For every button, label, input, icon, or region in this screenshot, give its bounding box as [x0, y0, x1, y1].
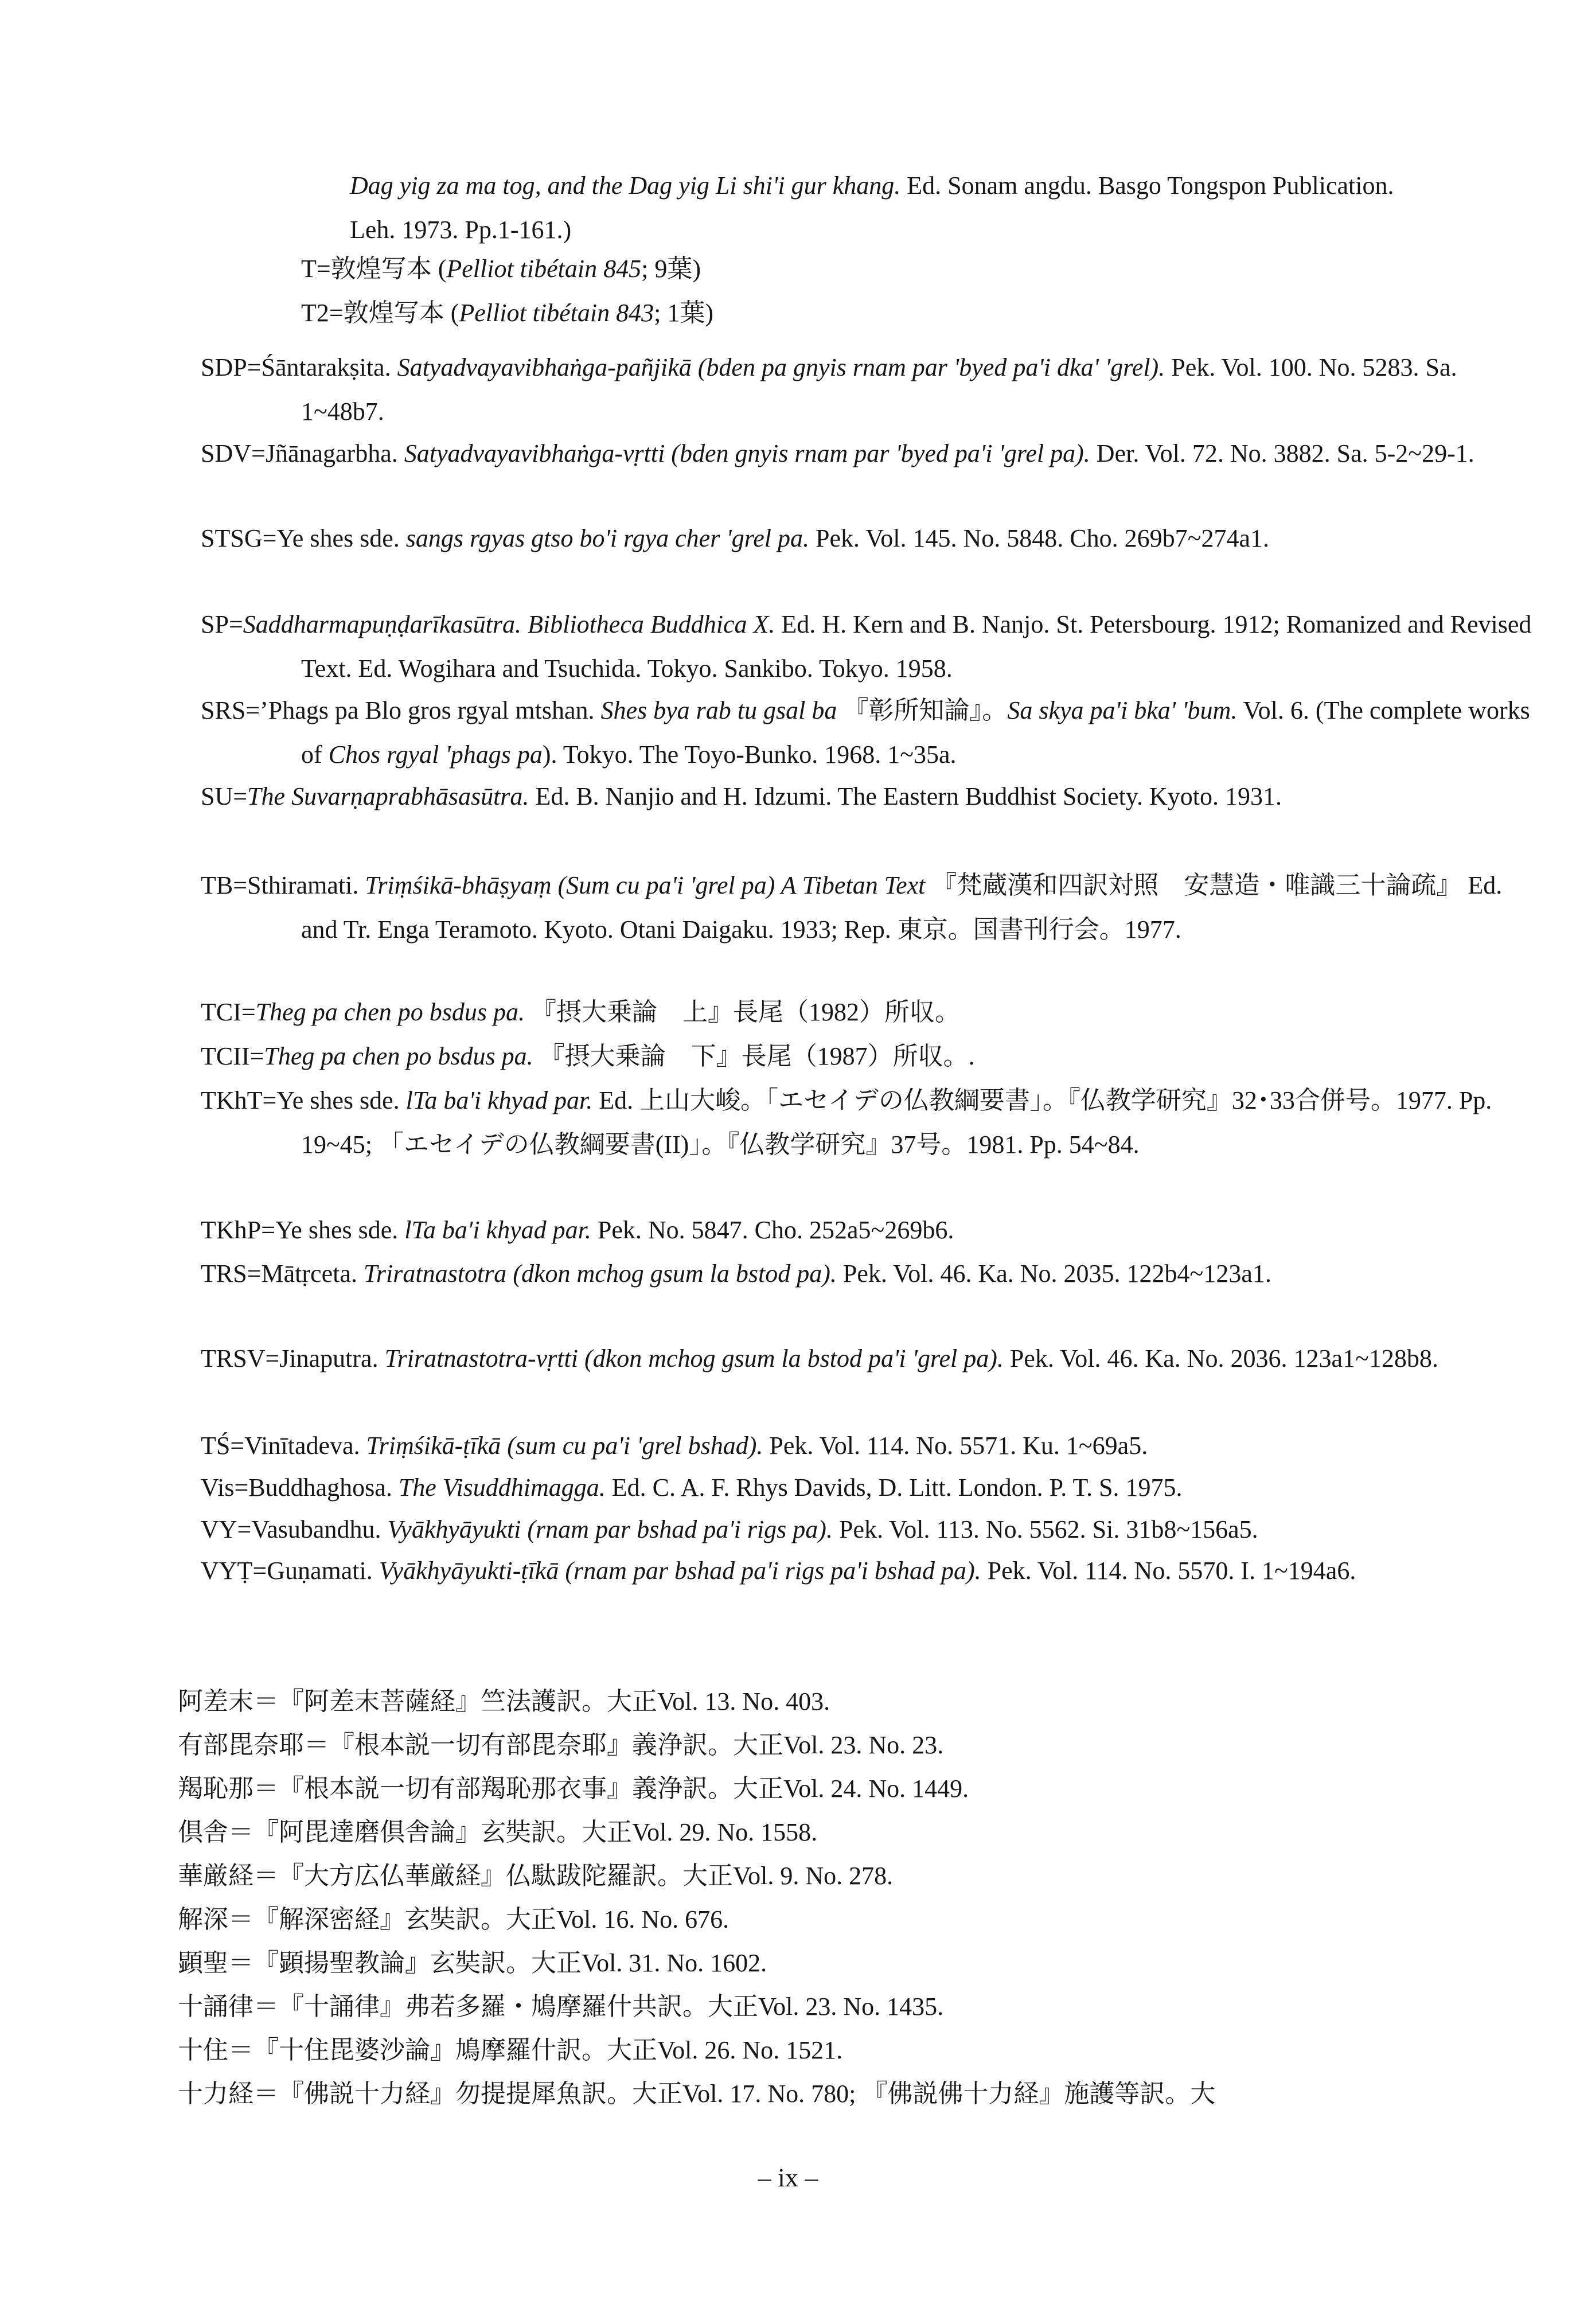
jp-entry-jujuritsu: 十誦律＝『十誦律』弗若多羅・鳩摩羅什共訳。大正Vol. 23. No. 1435.: [178, 1992, 944, 2021]
jp-entry-kusha: 倶舎＝『阿毘達磨倶舎論』玄奘訳。大正Vol. 29. No. 1558.: [178, 1818, 818, 1846]
jp-entry-asamatsu: 阿差末＝『阿差末菩薩経』竺法護訳。大正Vol. 13. No. 403.: [178, 1687, 830, 1715]
entry-VYT: VYṬ=Guṇamati. Vyākhyāyukti-ṭīkā (rnam par bshad pa'i rigs pa'i bshad pa). Pek. Vol. 114. No. 5570. I. 1~194a6.: [201, 1557, 1356, 1585]
entry-TKhT: TKhT=Ye shes sde. lTa ba'i khyad par. Ed. 上山大峻。「エセイデの仏教綱要書」。『仏教学研究』32･33合併号。1977. Pp. 19~45; 「エセイデの仏教綱要書(II)」。『仏教学研究』37号。1981. Pp. 54~84.: [201, 1086, 1492, 1159]
entry-continuation: Dag yig za ma tog, and the Dag yig Li shi'i gur khang. Ed. Sonam angdu. Basgo Tongspon Publication. Leh. 1973. Pp.1-161.): [350, 171, 1394, 244]
entry-TKhP: TKhP=Ye shes sde. lTa ba'i khyad par. Pek. No. 5847. Cho. 252a5~269b6.: [201, 1216, 954, 1244]
entry-STSG: STSG=Ye shes sde. sangs rgyas gtso bo'i rgya cher 'grel pa. Pek. Vol. 145. No. 5848. Cho. 269b7~274a1.: [201, 524, 1269, 552]
jp-entry-juju: 十住＝『十住毘婆沙論』鳩摩羅什訳。大正Vol. 26. No. 1521.: [178, 2036, 843, 2064]
entry-SDP: SDP=Śāntarakṣita. Satyadvayavibhaṅga-pañjikā (bden pa gnyis rnam par 'byed pa'i dka' 'grel). Pek. Vol. 100. No. 5283. Sa. 1~48b7.: [201, 353, 1457, 426]
entry-TB: TB=Sthiramati. Triṃśikā-bhāṣyaṃ (Sum cu pa'i 'grel pa) A Tibetan Text 『梵蔵漢和四訳対照 安慧造・唯識三十論疏』 Ed. and Tr. Enga Teramoto. Kyoto. Otani Daigaku. 1933; Rep. 東京。国書刊行会。1977.: [201, 871, 1503, 943]
entry-SU: SU=The Suvarṇaprabhāsasūtra. Ed. B. Nanjio and H. Idzumi. The Eastern Buddhist Society. Kyoto. 1931.: [201, 782, 1282, 810]
entry-SRS: SRS=’Phags pa Blo gros rgyal mtshan. Shes bya rab tu gsal ba 『彰所知論』。Sa skya pa'i bka' 'bum. Vol. 6. (The complete works of Chos rgyal 'phags pa). Tokyo. The Toyo-Bunko. 1968. 1~35a.: [201, 696, 1530, 769]
jp-entry-kensho: 顕聖＝『顕揚聖教論』玄奘訳。大正Vol. 31. No. 1602.: [178, 1949, 767, 1977]
jp-entry-gejin: 解深＝『解深密経』玄奘訳。大正Vol. 16. No. 676.: [178, 1905, 730, 1933]
entry-TRSV: TRSV=Jinaputra. Triratnastotra-vṛtti (dkon mchog gsum la bstod pa'i 'grel pa). Pek. Vol. 46. Ka. No. 2036. 123a1~128b8.: [201, 1344, 1438, 1372]
jp-entry-kegon: 華厳経＝『大方広仏華厳経』仏駄跋陀羅訳。大正Vol. 9. No. 278.: [178, 1862, 894, 1890]
entry-TRS: TRS=Mātṛceta. Triratnastotra (dkon mchog gsum la bstod pa). Pek. Vol. 46. Ka. No. 2035. 122b4~123a1.: [201, 1260, 1271, 1288]
jp-entry-juriki: 十力経＝『佛説十力経』勿提提犀魚訳。大正Vol. 17. No. 780; 『佛説佛十力経』施護等訳。大: [178, 2080, 1216, 2108]
entry-T2: T2=敦煌写本 (Pelliot tibétain 843; 1葉): [301, 299, 713, 327]
jp-entry-ubu-binaya: 有部毘奈耶＝『根本説一切有部毘奈耶』義浄訳。大正Vol. 23. No. 23.: [178, 1731, 944, 1759]
entry-T: T=敦煌写本 (Pelliot tibétain 845; 9葉): [301, 255, 701, 283]
jp-entry-kachina: 羯恥那＝『根本説一切有部羯恥那衣事』義浄訳。大正Vol. 24. No. 1449.: [178, 1775, 969, 1803]
entry-Vis: Vis=Buddhaghosa. The Visuddhimagga. Ed. C. A. F. Rhys Davids, D. Litt. London. P. T. S. 1975.: [201, 1473, 1183, 1502]
entry-TS: TŚ=Vinītadeva. Triṃśikā-ṭīkā (sum cu pa'i 'grel bshad). Pek. Vol. 114. No. 5571. Ku. 1~69a5.: [201, 1432, 1148, 1460]
entry-VY: VY=Vasubandhu. Vyākhyāyukti (rnam par bshad pa'i rigs pa). Pek. Vol. 113. No. 5562. Si. 31b8~156a5.: [201, 1515, 1258, 1543]
page-number: – ix –: [758, 2163, 818, 2192]
entry-TCI: TCI=Theg pa chen po bsdus pa. 『摂大乗論 上』長尾（1982）所収。: [201, 998, 961, 1026]
entry-TCII: TCII=Theg pa chen po bsdus pa. 『摂大乗論 下』長尾（1987）所収。.: [201, 1042, 975, 1070]
entry-SDV: SDV=Jñānagarbha. Satyadvayavibhaṅga-vṛtti (bden gnyis rnam par 'byed pa'i 'grel pa). Der. Vol. 72. No. 3882. Sa. 5-2~29-1.: [201, 439, 1474, 467]
entry-SP: SP=Saddharmapuṇḍarīkasūtra. Bibliotheca Buddhica X. Ed. H. Kern and B. Nanjo. St. Petersbourg. 1912; Romanized and Revised Text. Ed. Wogihara and Tsuchida. Tokyo. Sankibo. Tokyo. 1958.: [201, 610, 1532, 683]
